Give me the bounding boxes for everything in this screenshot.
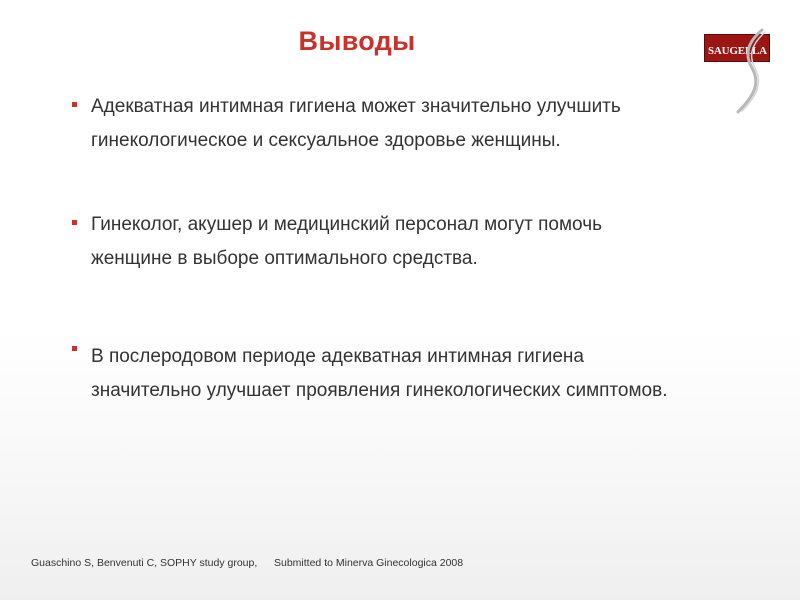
bullet-text-3: [91, 340, 771, 408]
footer-authors: Guaschino S, Benvenuti C, SOPHY study group,: [31, 557, 258, 569]
bullet-line: Гинеколог, акушер и медицинский персонал могут помочь: [91, 214, 602, 235]
bullet-text-1: [91, 90, 771, 158]
footer-submitted: Submitted to Minerva Ginecologica 2008: [274, 557, 464, 569]
bullet-line: гинекологическое и сексуальное здоровье женщины.: [91, 130, 561, 151]
bullet-text-2: [91, 208, 771, 276]
slide-title: Выводы: [298, 26, 416, 56]
bullet-marker: [72, 220, 77, 225]
logo-text: SAUGELLA: [708, 45, 767, 57]
bullet-line: Адекватная интимная гигиена может значительно улучшить: [91, 96, 621, 117]
bullet-marker: [72, 346, 77, 351]
bullet-marker: [72, 102, 77, 107]
bullet-line: значительно улучшает проявления гинекологических симптомов.: [91, 380, 668, 401]
bullet-line: В послеродовом периоде адекватная интимная гигиена: [91, 346, 584, 367]
bullet-line: женщине в выборе оптимального средства.: [91, 248, 478, 269]
